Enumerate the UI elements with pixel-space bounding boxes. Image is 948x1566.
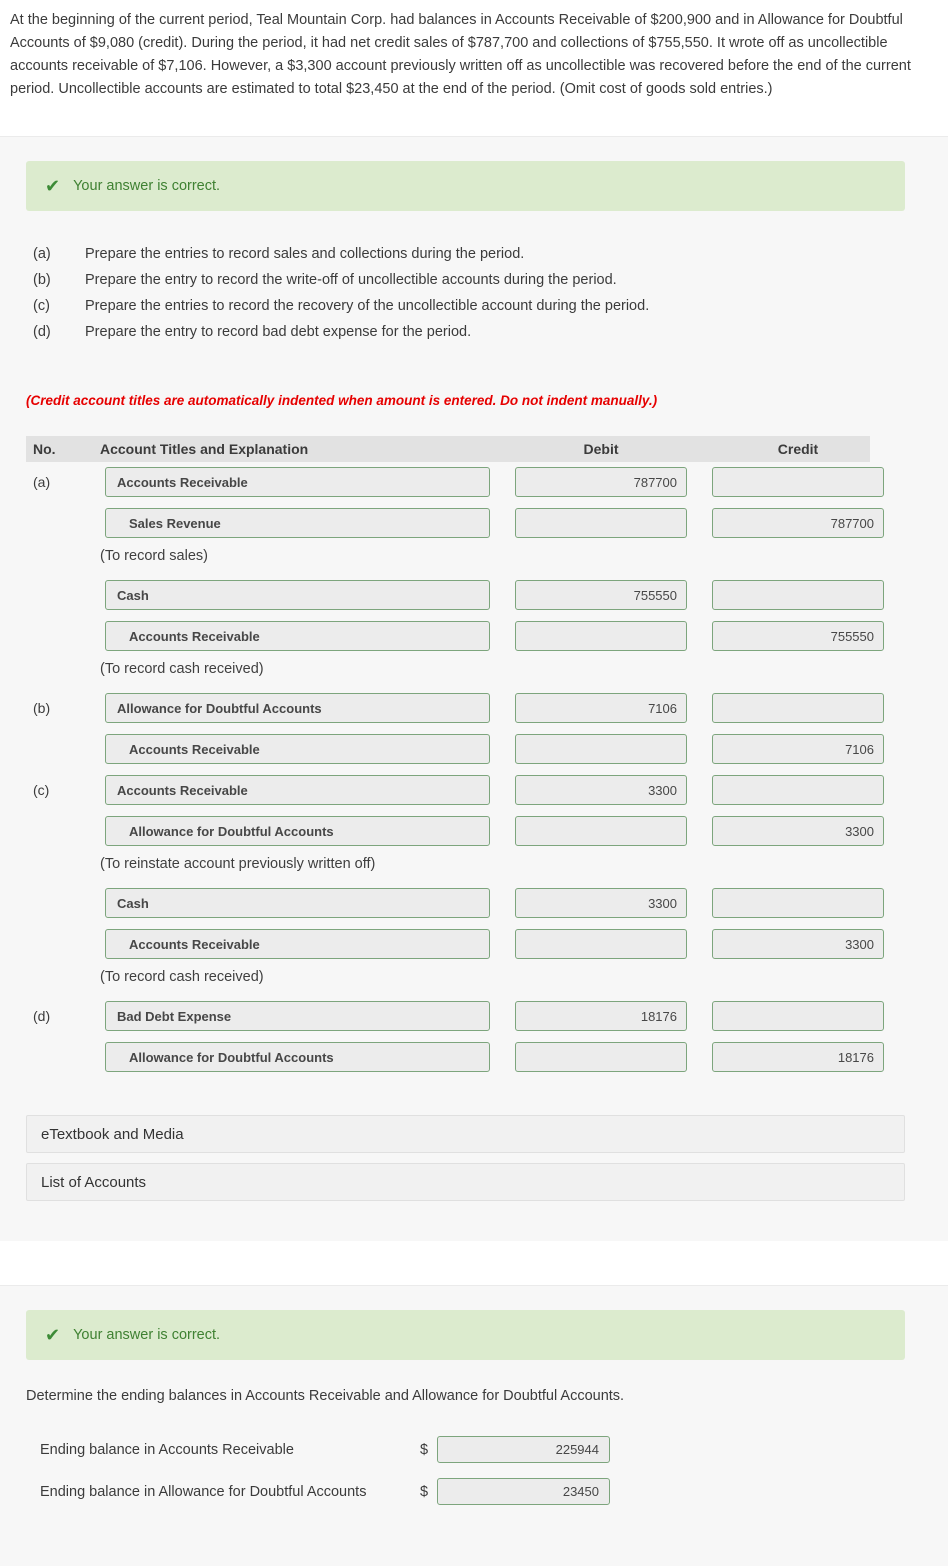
debit-value: 755550	[633, 587, 677, 603]
entry-note: (To record cash received)	[100, 661, 264, 677]
journal-header-row	[26, 436, 870, 462]
etextbook-media-label: eTextbook and Media	[41, 1125, 184, 1143]
balance-value: 225944	[555, 1442, 599, 1457]
instruction-text: Prepare the entries to record sales and collections during the period.	[85, 246, 525, 262]
journal-entry-row	[26, 770, 905, 811]
entry-letter: (c)	[33, 782, 50, 798]
list-of-accounts-button[interactable]	[26, 1163, 905, 1201]
entry-note: (To reinstate account previously written off)	[100, 856, 376, 872]
currency-symbol: $	[420, 1483, 429, 1500]
account-title-value: Allowance for Doubtful Accounts	[117, 700, 322, 716]
balance-label: Ending balance in Accounts Receivable	[40, 1441, 294, 1458]
debit-input[interactable]	[515, 888, 687, 918]
ending-balances-panel	[0, 1285, 948, 1566]
account-title-input[interactable]	[105, 734, 490, 764]
debit-value: 787700	[633, 474, 677, 490]
debit-input[interactable]	[515, 580, 687, 610]
debit-input[interactable]	[515, 1042, 687, 1072]
col-header-no: No.	[33, 441, 56, 457]
debit-value: 3300	[648, 895, 677, 911]
entry-letter: (d)	[33, 1008, 51, 1024]
credit-input[interactable]	[712, 508, 884, 538]
balance-label: Ending balance in Allowance for Doubtful Accounts	[40, 1483, 367, 1500]
problem-text: At the beginning of the current period, Teal Mountain Corp. had balances in Accounts Receivable of $200,900 and in Allowance for Doubtful Accounts of $9,080 (credit). During the period, it had net credit sales of $787,700 and collections of $755,550. It wrote off as uncollectible accounts receivable of $7,106. However, a $3,300 account previously written off as uncollectible was recovered before the end of the current period. Uncollectible accounts are estimated to total $23,450 at the end of the period. (Omit cost of goods sold entries.)	[10, 12, 911, 97]
journal-entry-row	[26, 996, 905, 1037]
journal-entry-panel	[0, 136, 948, 1241]
account-title-input[interactable]	[105, 467, 490, 497]
instruction-list	[26, 241, 905, 345]
instruction-label: (c)	[33, 298, 50, 314]
account-title-input[interactable]	[105, 693, 490, 723]
journal-entry-row	[26, 503, 905, 544]
account-title-value: Accounts Receivable	[117, 782, 248, 798]
col-header-account: Account Titles and Explanation	[100, 441, 309, 457]
col-header-debit: Debit	[583, 441, 619, 457]
journal-entry-row	[26, 924, 905, 965]
debit-input[interactable]	[515, 929, 687, 959]
currency-symbol: $	[420, 1441, 429, 1458]
entry-letter: (a)	[33, 474, 51, 490]
account-title-value: Accounts Receivable	[129, 936, 260, 952]
account-title-value: Sales Revenue	[129, 515, 221, 531]
journal-note-row	[26, 544, 905, 575]
credit-input[interactable]	[712, 1001, 884, 1031]
accounts-receivable-balance-input[interactable]	[437, 1436, 610, 1463]
journal-note-row	[26, 657, 905, 688]
instruction-text: Prepare the entry to record the write-off of uncollectible accounts during the period.	[85, 272, 617, 288]
instruction-item	[33, 293, 905, 319]
account-title-value: Accounts Receivable	[129, 741, 260, 757]
entry-letter: (b)	[33, 700, 51, 716]
etextbook-media-button[interactable]	[26, 1115, 905, 1153]
account-title-value: Cash	[117, 587, 149, 603]
instruction-item	[33, 319, 905, 345]
debit-input[interactable]	[515, 508, 687, 538]
debit-input[interactable]	[515, 1001, 687, 1031]
debit-input[interactable]	[515, 775, 687, 805]
journal-entry-row	[26, 1037, 905, 1078]
ending-balances-form	[26, 1436, 905, 1505]
success-banner-text: Your answer is correct.	[73, 178, 221, 194]
debit-value: 3300	[648, 782, 677, 798]
credit-input[interactable]	[712, 734, 884, 764]
account-title-value: Allowance for Doubtful Accounts	[129, 1049, 334, 1065]
entry-note: (To record cash received)	[100, 969, 264, 985]
entry-note: (To record sales)	[100, 548, 208, 564]
debit-value: 18176	[640, 1008, 677, 1024]
allowance-balance-input[interactable]	[437, 1478, 610, 1505]
instruction-label: (b)	[33, 272, 51, 288]
journal-note-row	[26, 965, 905, 996]
account-title-input[interactable]	[105, 1042, 490, 1072]
journal-rows	[26, 462, 905, 1078]
instruction-label: (d)	[33, 324, 51, 340]
journal-entry-row	[26, 883, 905, 924]
balance-row-allowance	[40, 1478, 905, 1505]
credit-input[interactable]	[712, 929, 884, 959]
credit-input[interactable]	[712, 775, 884, 805]
debit-input[interactable]	[515, 734, 687, 764]
account-title-input[interactable]	[105, 775, 490, 805]
credit-input[interactable]	[712, 1042, 884, 1072]
debit-input[interactable]	[515, 467, 687, 497]
instruction-item	[33, 267, 905, 293]
credit-value: 787700	[830, 515, 874, 531]
account-title-input[interactable]	[105, 816, 490, 846]
debit-input[interactable]	[515, 693, 687, 723]
journal-entry-row	[26, 616, 905, 657]
account-title-input[interactable]	[105, 580, 490, 610]
credit-input[interactable]	[712, 621, 884, 651]
account-title-value: Accounts Receivable	[117, 474, 248, 490]
account-title-input[interactable]	[105, 1001, 490, 1031]
journal-entry-row	[26, 575, 905, 616]
instruction-text: Prepare the entry to record bad debt expense for the period.	[85, 324, 472, 340]
account-title-value: Cash	[117, 895, 149, 911]
credit-value: 755550	[830, 628, 874, 644]
debit-input[interactable]	[515, 621, 687, 651]
check-icon: ✔	[45, 1325, 61, 1345]
account-title-input[interactable]	[105, 621, 490, 651]
journal-entry-row	[26, 462, 905, 503]
journal-entry-row	[26, 729, 905, 770]
credit-value: 3300	[845, 823, 874, 839]
debit-value: 7106	[648, 700, 677, 716]
credit-value: 3300	[845, 936, 874, 952]
instruction-item	[33, 241, 905, 267]
journal-entry-row	[26, 688, 905, 729]
account-title-input[interactable]	[105, 888, 490, 918]
list-of-accounts-label: List of Accounts	[41, 1173, 147, 1191]
success-banner	[26, 1310, 905, 1360]
journal-note-row	[26, 852, 905, 883]
credit-input[interactable]	[712, 693, 884, 723]
journal-table	[26, 436, 905, 1078]
credit-input[interactable]	[712, 888, 884, 918]
indent-note: (Credit account titles are automatically indented when amount is entered. Do not indent manually.)	[26, 393, 658, 408]
account-title-value: Allowance for Doubtful Accounts	[129, 823, 334, 839]
debit-input[interactable]	[515, 816, 687, 846]
balance-row-accounts-receivable	[40, 1436, 905, 1463]
credit-value: 18176	[837, 1049, 874, 1065]
ending-balances-prompt: Determine the ending balances in Accounts Receivable and Allowance for Doubtful Accounts.	[26, 1388, 625, 1404]
success-banner-text: Your answer is correct.	[73, 1327, 221, 1343]
credit-input[interactable]	[712, 816, 884, 846]
instruction-label: (a)	[33, 246, 51, 262]
balance-value: 23450	[562, 1484, 599, 1499]
account-title-value: Accounts Receivable	[129, 628, 260, 644]
col-header-credit: Credit	[777, 441, 819, 457]
account-title-value: Bad Debt Expense	[117, 1008, 232, 1024]
credit-input[interactable]	[712, 580, 884, 610]
credit-value: 7106	[845, 741, 874, 757]
check-icon: ✔	[45, 176, 61, 196]
credit-input[interactable]	[712, 467, 884, 497]
journal-entry-row	[26, 811, 905, 852]
instruction-text: Prepare the entries to record the recovery of the uncollectible account during the period.	[85, 298, 650, 314]
account-title-input[interactable]	[105, 929, 490, 959]
account-title-input[interactable]	[105, 508, 490, 538]
success-banner	[26, 161, 905, 211]
